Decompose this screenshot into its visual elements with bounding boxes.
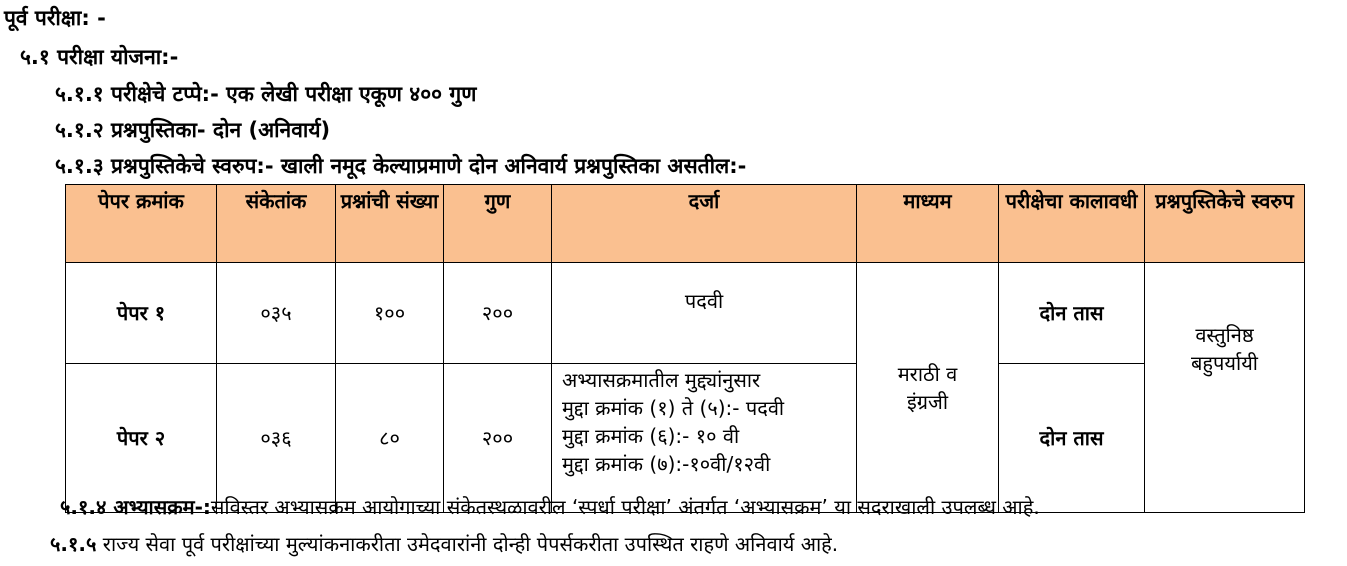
section-5-1-2-question-papers: ५.१.२ प्रश्नपुस्तिका- दोन (अनिवार्य) — [55, 118, 331, 142]
section-5-1-5-attendance — [50, 530, 838, 558]
section-5-1-5-label: ५.१.५ — [50, 532, 97, 556]
cell-questions: १०० — [336, 263, 444, 364]
level-line: अभ्यासक्रमातील मुद्द्यांनुसार — [562, 368, 761, 392]
section-5-1-5-text: राज्य सेवा पूर्व परीक्षांच्या मुल्यांकनाकरीता उमेदवारांनी दोन्ही पेपर्सकरीता उपस्थित राहणे अनिवार्य आहे. — [96, 532, 839, 556]
table-header-row — [66, 185, 1305, 263]
cell-paper: पेपर २ — [66, 364, 217, 513]
section-5-1-heading: ५.१ परीक्षा योजना:- — [20, 45, 179, 69]
table-row — [66, 364, 1305, 513]
header-duration: परीक्षेचा कालावधी — [999, 185, 1145, 263]
header-format: प्रश्नपुस्तिकेचे स्वरुप — [1145, 185, 1305, 263]
level-line: मुद्दा क्रमांक (१) ते (५):- पदवी — [562, 396, 785, 420]
cell-duration: दोन तास — [999, 364, 1145, 513]
header-marks: गुण — [444, 185, 552, 263]
section-5-1-4-syllabus — [60, 493, 1040, 521]
section-5-1-4-text: सविस्तर अभ्यासक्रम आयोगाच्या संकेतस्थळावरील ‘स्पर्धा परीक्षा’ अंतर्गत ‘अभ्यासक्रम’ या सदराखाली उपलब्ध आहे. — [210, 495, 1040, 519]
level-line: मुद्दा क्रमांक (६):- १० वी — [562, 424, 740, 448]
table-row — [66, 263, 1305, 364]
cell-code: ०३६ — [217, 364, 336, 513]
header-level: दर्जा — [552, 185, 857, 263]
header-paper-number: पेपर क्रमांक — [66, 185, 217, 263]
header-medium: माध्यम — [857, 185, 999, 263]
cell-level: पदवी — [552, 263, 857, 364]
cell-level-details — [552, 364, 857, 513]
section-5-1-1-exam-stages: ५.१.१ परीक्षेचे टप्पे:- एक लेखी परीक्षा एकूण ४०० गुण — [55, 82, 477, 106]
exam-scheme-table — [65, 184, 1305, 513]
cell-marks: २०० — [444, 263, 552, 364]
cell-marks: २०० — [444, 364, 552, 513]
cell-paper: पेपर १ — [66, 263, 217, 364]
cell-format: वस्तुनिष्ठ बहुपर्यायी — [1145, 263, 1305, 513]
header-question-count: प्रश्नांची संख्या — [336, 185, 444, 263]
cell-duration: दोन तास — [999, 263, 1145, 364]
section-5-1-4-label: ५.१.४ अभ्यासक्रम-: — [60, 495, 211, 519]
cell-medium: मराठी व इंग्रजी — [857, 263, 999, 513]
header-code: संकेतांक — [217, 185, 336, 263]
section-5-1-3-paper-format: ५.१.३ प्रश्नपुस्तिकेचे स्वरुप:- खाली नमूद केल्याप्रमाणे दोन अनिवार्य प्रश्नपुस्तिका असतील:- — [55, 154, 747, 178]
page-heading: पूर्व परीक्षा: - — [4, 6, 106, 30]
level-line: मुद्दा क्रमांक (७):-१०वी/१२वी — [562, 452, 771, 476]
cell-questions: ८० — [336, 364, 444, 513]
cell-code: ०३५ — [217, 263, 336, 364]
